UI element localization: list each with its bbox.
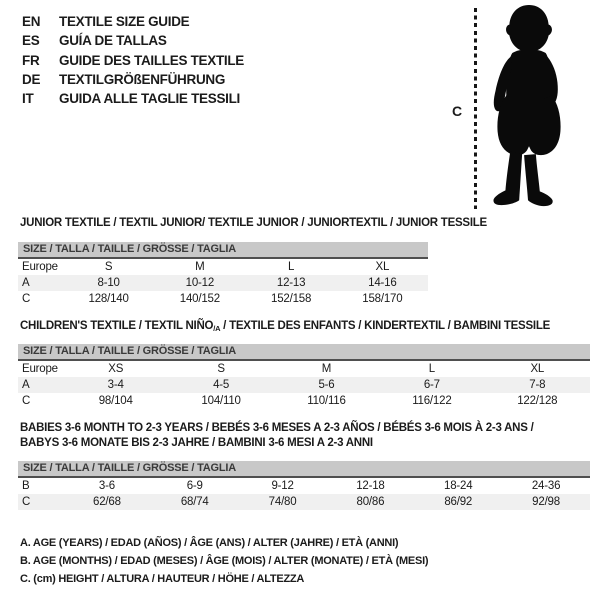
footnote-c: C. (cm) HEIGHT / ALTURA / HAUTEUR / HÖHE / ALTEZZA: [20, 573, 305, 585]
cell-value: 86/92: [444, 496, 473, 508]
table-row: [18, 275, 428, 291]
cell-value: 14-16: [368, 277, 397, 289]
children-table-grid: [18, 361, 590, 409]
language-code: IT: [22, 91, 34, 107]
baby-silhouette-icon: [479, 2, 579, 213]
cell-value: 12-18: [356, 480, 385, 492]
cell-value: 74/80: [268, 496, 297, 508]
cell-value: 92/98: [532, 496, 560, 508]
size-header-bar: SIZE / TALLA / TAILLE / GRÖSSE / TAGLIA: [18, 242, 428, 259]
cell-size: S: [217, 363, 225, 375]
language-code: EN: [22, 14, 41, 29]
language-title: GUÍA DE TALLAS: [59, 33, 167, 49]
table-row: [18, 494, 590, 510]
cell-value: 140/152: [179, 293, 220, 305]
language-row-en: [22, 12, 244, 31]
language-code: FR: [22, 52, 40, 68]
cell-value: 128/140: [88, 293, 129, 305]
cell-value: 7-8: [529, 379, 546, 391]
table-row: [18, 478, 590, 494]
babies-section-title: [20, 421, 534, 450]
cell-value: 24-36: [531, 480, 561, 492]
cell-value: 18-24: [444, 480, 473, 492]
cell-value: 3-6: [98, 480, 115, 492]
table-row: [18, 361, 590, 377]
cell-value: 152/158: [271, 293, 312, 305]
cell-row-label: C: [22, 395, 31, 407]
cell-size: L: [428, 363, 435, 375]
cell-value: 158/170: [362, 293, 403, 305]
cell-row-label: A: [22, 379, 30, 391]
cell-row-label: C: [22, 496, 31, 508]
babies-title-line1: BABIES 3-6 MONTH TO 2-3 YEARS / BEBÉS 3-6 MESES A 2-3 AÑOS / BÉBÉS 3-6 MOIS À 2-3 ANS /: [20, 422, 534, 434]
cell-value: 80/86: [356, 496, 385, 508]
language-code: DE: [22, 71, 41, 87]
children-title-post: / TEXTILE DES ENFANTS / KINDERTEXTIL / BAMBINI TESSILE: [220, 320, 551, 332]
cell-value: 4-5: [213, 379, 230, 391]
babies-title-line2: BABYS 3-6 MONATE BIS 2-3 JAHRE / BAMBINI 3-6 MESI A 2-3 ANNI: [20, 436, 373, 449]
cell-size: XL: [375, 261, 390, 273]
language-row-fr: [22, 51, 244, 70]
language-title: GUIDA ALLE TAGLIE TESSILI: [59, 91, 240, 107]
language-row-it: [22, 89, 244, 108]
language-title: TEXTILGRÖßENFÜHRUNG: [59, 71, 226, 87]
junior-size-table: [18, 242, 428, 307]
cell-value: 116/122: [412, 395, 452, 407]
cell-value: 9-12: [271, 480, 294, 492]
cell-value: 5-6: [318, 379, 335, 391]
cell-size: L: [288, 261, 295, 273]
cell-row-label: A: [22, 277, 30, 289]
footnote-legend: [20, 534, 428, 588]
babies-table-grid: [18, 478, 590, 510]
height-measure-label: C: [452, 103, 463, 119]
language-title-block: [22, 12, 244, 108]
babies-size-table: [18, 461, 590, 510]
cell-size: XS: [108, 363, 124, 375]
language-title: TEXTILE SIZE GUIDE: [59, 14, 190, 29]
children-size-table: [18, 344, 590, 409]
cell-value: 6-7: [423, 379, 440, 391]
table-row: [18, 377, 590, 393]
cell-value: 68/74: [180, 496, 209, 508]
cell-size: M: [321, 363, 332, 375]
cell-region: Europe: [22, 261, 58, 273]
cell-size: S: [104, 261, 113, 273]
cell-value: 3-4: [107, 379, 124, 391]
cell-row-label: C: [22, 293, 31, 305]
language-title: GUIDE DES TAILLES TEXTILE: [59, 52, 245, 68]
children-title-pre: CHILDREN'S TEXTILE / TEXTIL NIÑO: [20, 320, 214, 332]
language-row-es: [22, 31, 244, 50]
children-title-subscript: /A: [213, 324, 221, 333]
cell-value: 8-10: [97, 277, 120, 289]
size-header-bar: SIZE / TALLA / TAILLE / GRÖSSE / TAGLIA: [18, 461, 590, 478]
junior-table-grid: [18, 259, 428, 307]
table-row: [18, 393, 590, 409]
cell-value: 6-9: [186, 480, 203, 492]
table-row: [18, 259, 428, 275]
table-row: [18, 291, 428, 307]
language-row-de: [22, 70, 244, 89]
footnote-a: A. AGE (YEARS) / EDAD (AÑOS) / ÂGE (ANS) / ALTER (JAHRE) / ETÀ (ANNI): [20, 537, 399, 549]
footnote-b: B. AGE (MONTHS) / EDAD (MESES) / ÂGE (MOIS) / ALTER (MONATE) / ETÀ (MESI): [20, 555, 429, 567]
cell-value: 62/68: [93, 496, 121, 508]
junior-section-title: JUNIOR TEXTILE / TEXTIL JUNIOR/ TEXTILE JUNIOR / JUNIORTEXTIL / JUNIOR TESSILE: [20, 217, 487, 229]
cell-value: 10-12: [185, 277, 215, 289]
cell-value: 122/128: [517, 395, 558, 407]
cell-size: XL: [530, 363, 545, 375]
cell-row-label: B: [22, 480, 30, 492]
cell-value: 12-13: [276, 277, 306, 289]
cell-value: 110/116: [307, 395, 346, 407]
children-section-title: [20, 320, 550, 333]
cell-value: 104/110: [201, 395, 241, 407]
cell-size: M: [195, 261, 205, 273]
height-measure-dashed-line: [474, 8, 477, 209]
cell-value: 98/104: [98, 395, 133, 407]
language-code: ES: [22, 33, 40, 49]
cell-region: Europe: [22, 363, 58, 375]
size-header-bar: SIZE / TALLA / TAILLE / GRÖSSE / TAGLIA: [18, 344, 590, 361]
